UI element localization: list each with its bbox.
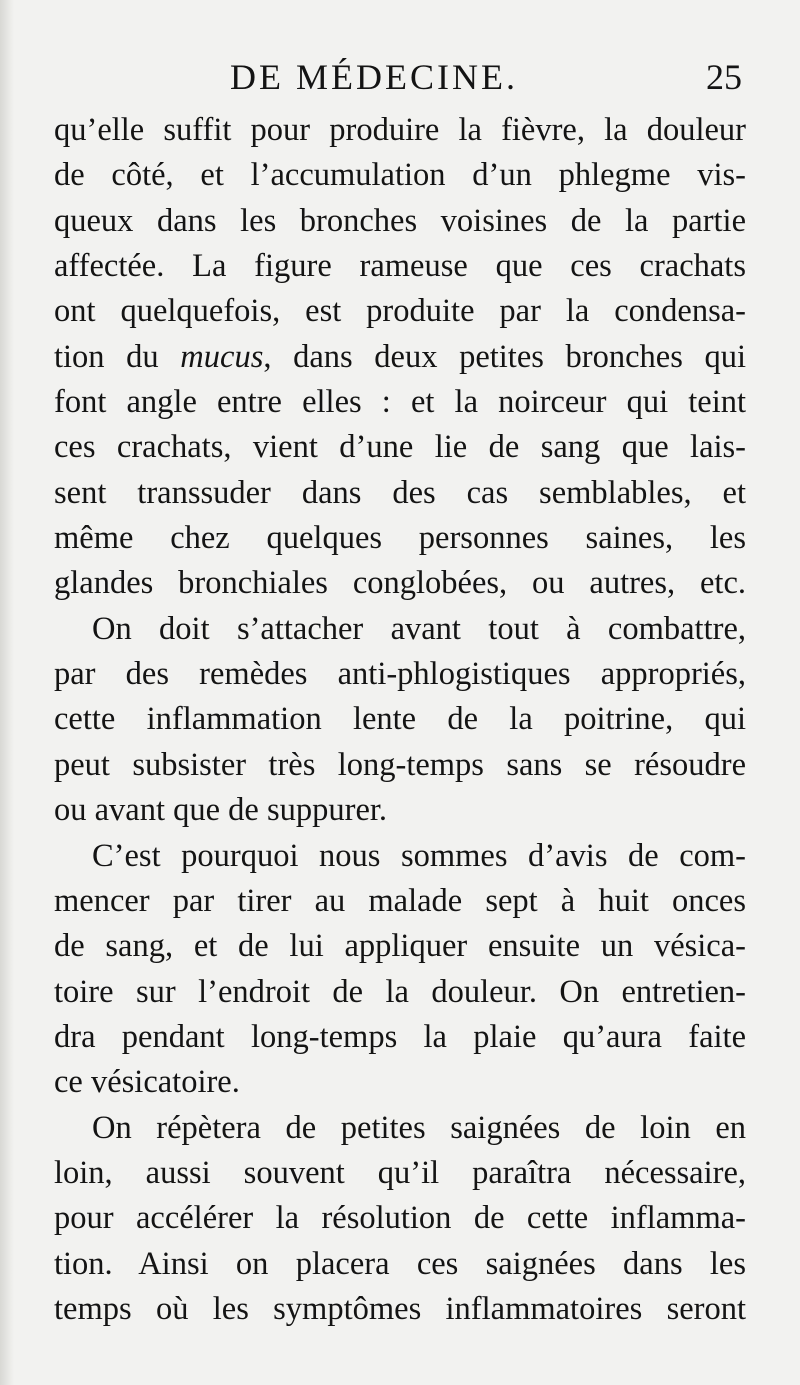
text-line-segment: tion du — [54, 338, 181, 375]
text-line: cette inflammation lente de la poitrine, qui — [54, 701, 746, 738]
text-line: tion. Ainsi on placera ces saignées dans les — [54, 1245, 746, 1282]
text-line-segment: , dans deux petites bronches qui — [263, 338, 746, 375]
text-line: ces crachats, vient d’une lie de sang que lais- — [54, 429, 746, 466]
text-line: qu’elle suffit pour produire la fièvre, la douleur — [54, 112, 746, 148]
text-line: On répètera de petites saignées de loin en — [92, 1109, 746, 1146]
text-line: ce vésicatoire. — [54, 1064, 240, 1101]
text-line: ont quelquefois, est produite par la condensa- — [54, 293, 746, 330]
italic-term: mucus — [180, 338, 264, 375]
text-line: glandes bronchiales conglobées, ou autres, etc. — [54, 565, 746, 602]
body-text — [54, 108, 746, 1332]
text-line: affectée. La figure rameuse que ces crachats — [54, 248, 746, 285]
text-line: par des remèdes anti-phlogistiques appropriés, — [54, 656, 746, 693]
text-line: toire sur l’endroit de la douleur. On entretien- — [54, 973, 746, 1010]
text-line: On doit s’attacher avant tout à combattre, — [92, 610, 746, 647]
text-line: ou avant que de suppurer. — [54, 792, 388, 829]
text-line: temps où les symptômes inflammatoires seront — [54, 1290, 746, 1327]
text-line: de côté, et l’accumulation d’un phlegme vis- — [54, 157, 746, 194]
text-line: font angle entre elles : et la noirceur qui teint — [54, 384, 746, 421]
page-number: 25 — [706, 57, 742, 97]
running-head — [0, 52, 800, 102]
text-line: de sang, et de lui appliquer ensuite un vésica- — [54, 928, 746, 965]
text-line: peut subsister très long-temps sans se résoudre — [54, 746, 746, 783]
text-line: pour accélérer la résolution de cette inflamma- — [54, 1200, 746, 1237]
text-line: C’est pourquoi nous sommes d’avis de com- — [92, 837, 746, 874]
text-line — [54, 335, 746, 380]
text-line: dra pendant long-temps la plaie qu’aura faite — [54, 1018, 746, 1055]
text-line: mencer par tirer au malade sept à huit onces — [54, 882, 746, 919]
text-line: loin, aussi souvent qu’il paraîtra nécessaire, — [54, 1154, 746, 1191]
text-line: même chez quelques personnes saines, les — [54, 520, 746, 557]
running-head-title: DE MÉDECINE. — [230, 57, 518, 97]
text-line: queux dans les bronches voisines de la partie — [54, 202, 746, 239]
text-line: sent transsuder dans des cas semblables, et — [54, 474, 746, 511]
